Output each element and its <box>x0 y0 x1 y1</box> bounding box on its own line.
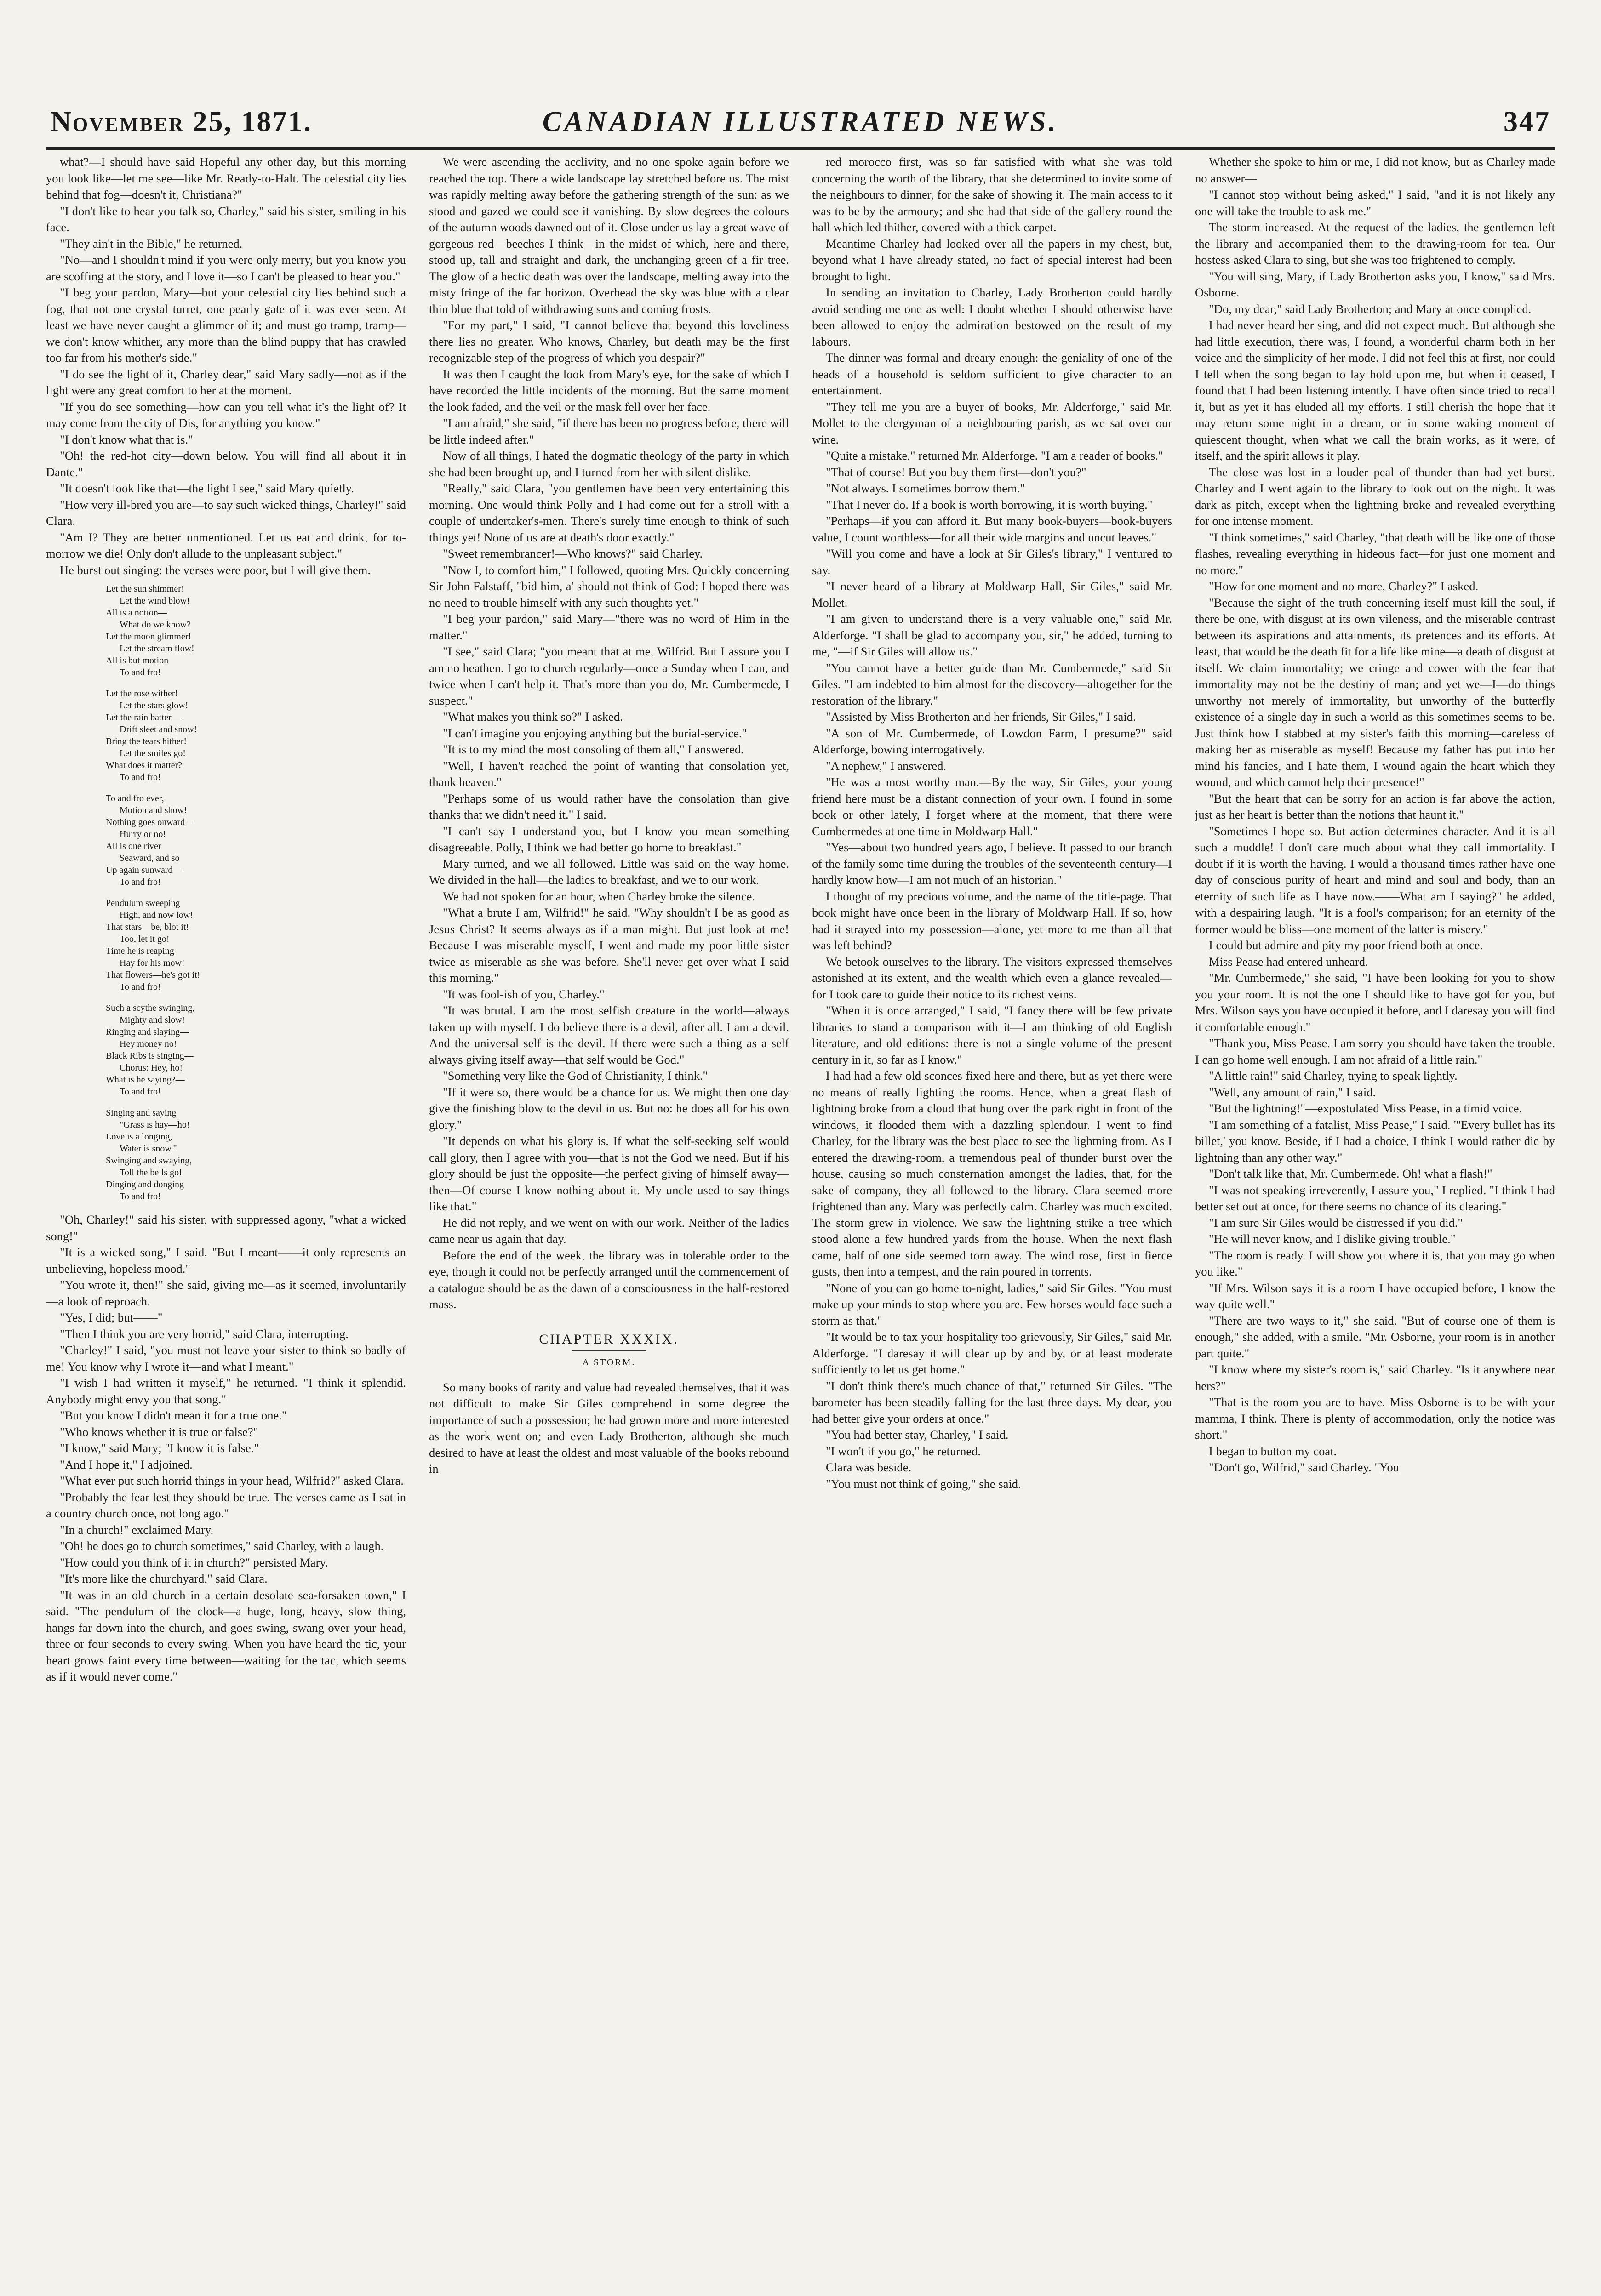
paragraph: We were ascending the acclivity, and no one spoke again before we reached the top. There a wide landscape lay stretched before us. The mist was rapidly melting away before the gathering strength of the sun: as we stood and gazed we could see it vanishing. By slow degrees the colours of the autumn woods dawned out of it. Close under us lay a great wave of gorgeous red—beeches I think—in the midst of which, here and there, stood up, tall and straight and dark, the unchanging green of a fir tree. The glow of a hectic death was over the landscape, melting away into the misty fringe of the far horizon. Overhead the sky was blue with a clear thin blue that told of withdrawing suns and coming frosts. <box>429 155 789 316</box>
paragraph: "If Mrs. Wilson says it is a room I have occupied before, I know the way quite well." <box>1195 1281 1555 1311</box>
paragraph: So many books of rarity and value had revealed themselves, that it was not difficult to make Sir Giles comprehend in some degree the importance of such a possession; he had grown more and more interested as the work went on; and even Lady Brotherton, although she much desired to have at least the oldest and most valuable of the books rebound in <box>429 1380 789 1476</box>
poem-line: Nothing goes onward— <box>106 817 194 827</box>
paragraph: "I cannot stop without being asked," I said, "and it is not likely any one will take the trouble to ask me." <box>1195 188 1555 218</box>
poem-stanza <box>106 897 406 993</box>
paragraph: "Probably the fear lest they should be true. The verses came as I sat in a country church once, not long ago." <box>46 1490 406 1520</box>
poem-line: What is he saying?— <box>106 1075 185 1085</box>
poem-line: Pendulum sweeping <box>106 898 180 908</box>
paragraph: "Quite a mistake," returned Mr. Alderforge. "I am a reader of books." <box>826 449 1163 462</box>
paragraph: Whether she spoke to him or me, I did not know, but as Charley made no answer— <box>1195 155 1555 185</box>
paragraph: In sending an invitation to Charley, Lady Brotherton could hardly avoid sending me one as well: I doubt whether I should otherwise have been allowed to enjoy the admiration bestowed on the result of my labours. <box>812 285 1172 348</box>
paragraph: "Don't talk like that, Mr. Cumbermede. Oh! what a flash!" <box>1209 1167 1492 1180</box>
paragraph: "Thank you, Miss Pease. I am sorry you should have taken the trouble. I can go home well enough. I am not afraid of a little rain." <box>1195 1036 1555 1066</box>
paragraph: I began to button my coat. <box>1209 1444 1337 1458</box>
page-number: 347 <box>1504 106 1550 137</box>
paragraph: red morocco first, was so far satisfied with what she was told concerning the worth of the library, that she determined to invite some of the neighbours to dinner, for the sake of showing it. The main access to it was to be by the armoury; and she had that side of the gallery round the hall which led thither, covered with a thick carpet. <box>812 155 1172 234</box>
poem-line: All is one river <box>106 841 161 851</box>
paragraph: "Mr. Cumbermede," she said, "I have been looking for you to show you your room. It is not the one I should like to have got for you, but Mrs. Wilson says you have occupied it before, and I daresay you will find it comfortable enough." <box>1195 971 1555 1034</box>
paragraph: "And I hope it," I adjoined. <box>60 1457 193 1471</box>
paragraph: "Oh! the red-hot city—down below. You will find all about it in Dante." <box>46 449 406 479</box>
poem-line: Time he is reaping <box>106 946 174 956</box>
paragraph: "None of you can go home to-night, ladies," said Sir Giles. "You must make up your minds to stop where you are. Few horses would face such a storm as that." <box>812 1281 1172 1327</box>
paragraph: "Do, my dear," said Lady Brotherton; and Mary at once complied. <box>1209 302 1532 316</box>
paragraph: "If it were so, there would be a chance for us. We might then one day give the finishing blow to the devil in us. But no: he does all for his own glory." <box>429 1085 789 1132</box>
poem-line: To and fro! <box>120 982 161 992</box>
paragraph: "When it is once arranged," I said, "I fancy there will be few private libraries to stand a comparison with it—I am thinking of old English literature, and old editions: there is not a single volume of the present century in it, so far as I know." <box>812 1003 1172 1066</box>
paragraph: "I am afraid," she said, "if there has been no progress before, there will be little indeed after." <box>429 416 789 446</box>
paragraph: "A son of Mr. Cumbermede, of Lowdon Farm, I presume?" said Alderforge, bowing interrogatively. <box>812 726 1172 756</box>
paragraph: "They tell me you are a buyer of books, Mr. Alderforge," said Mr. Mollet to the clergyman of a neighbouring parish, as we sat over our wine. <box>812 399 1172 446</box>
poem-line: To and fro! <box>120 877 161 887</box>
poem-stanza <box>106 792 406 888</box>
poem-line: What do we know? <box>120 620 191 630</box>
paragraph: Now of all things, I hated the dogmatic theology of the party in which she had been brought up, and I turned from her with silent dislike. <box>429 449 789 479</box>
poem-stanza <box>106 688 406 783</box>
paragraph: "I don't like to hear you talk so, Charley," said his sister, smiling in his face. <box>46 204 406 234</box>
paragraph: "I wish I had written it myself," he returned. "I think it splendid. Anybody might envy you that song." <box>46 1376 406 1406</box>
paragraph: "I never heard of a library at Moldwarp Hall, Sir Giles," said Mr. Mollet. <box>812 579 1172 610</box>
newspaper-title: CANADIAN ILLUSTRATED NEWS. <box>542 106 1059 137</box>
paragraph: "They ain't in the Bible," he returned. <box>60 236 243 251</box>
paragraph: The storm increased. At the request of the ladies, the gentlemen left the library and accompanied them to the drawing-room for tea. Our hostess asked Clara to sing, but she was too frightened to comply. <box>1195 220 1555 267</box>
paragraph: "Yes, I did; but——" <box>60 1310 163 1324</box>
paragraph: "It's more like the churchyard," said Clara. <box>60 1572 268 1585</box>
paragraph: Miss Pease had entered unheard. <box>1209 954 1368 969</box>
paragraph: "You wrote it, then!" she said, giving me—as it seemed, involuntarily—a look of reproach. <box>46 1278 406 1308</box>
poem-line: Dinging and donging <box>106 1179 184 1190</box>
poem-line: Singing and saying <box>106 1108 177 1118</box>
paragraph: "You had better stay, Charley," I said. <box>826 1428 1009 1441</box>
poem-line: That flowers—he's got it! <box>106 970 200 980</box>
paragraph: "Who knows whether it is true or false?" <box>60 1424 258 1439</box>
paragraph: We betook ourselves to the library. The visitors expressed themselves astonished at its extent, and the wealth which even a glance revealed—for I took care to guide their notice to its richest veins. <box>812 954 1172 1001</box>
paragraph: "Well, I haven't reached the point of wanting that consolation yet, thank heaven." <box>429 758 789 789</box>
paragraph: "There are two ways to it," she said. "But of course one of them is enough," she added, with a smile. "Mr. Osborne, your room is in another part quite." <box>1195 1313 1555 1360</box>
paragraph: "Will you come and have a look at Sir Giles's library," I ventured to say. <box>812 547 1172 577</box>
paragraph: "No—and I shouldn't mind if you were only merry, but you know you are scoffing at the story, and I love it—so I can't be pleased to hear you." <box>46 253 406 283</box>
paragraph: "It is a wicked song," I said. "But I meant——it only represents an unbelieving, hopeless mood." <box>46 1245 406 1276</box>
paragraph: "Well, any amount of rain," I said. <box>1209 1085 1376 1099</box>
paragraph: "I beg your pardon," said Mary—"there was no word of Him in the matter." <box>429 612 789 642</box>
paragraph: "Perhaps some of us would rather have the consolation than give thanks that we didn't need it." I said. <box>429 791 789 821</box>
paragraph: "How could you think of it in church?" persisted Mary. <box>60 1555 328 1569</box>
column-3 <box>812 154 1172 2278</box>
paragraph: "Assisted by Miss Brotherton and her friends, Sir Giles," I said. <box>826 710 1136 724</box>
paragraph: "That I never do. If a book is worth borrowing, it is worth buying." <box>826 497 1153 512</box>
poem-line: Let the moon glimmer! <box>106 632 192 642</box>
poem-line: Black Ribs is singing— <box>106 1051 194 1061</box>
paragraph: Before the end of the week, the library was in tolerable order to the eye, though it could not be perfectly arranged until the commencement of a catalogue should be as the dawn of a consciousness in the half-restored mass. <box>429 1248 789 1311</box>
poem-line: Hey money no! <box>120 1039 177 1049</box>
poem-line: To and fro ever, <box>106 793 164 803</box>
paragraph: We had not spoken for an hour, when Charley broke the silence. <box>443 889 755 903</box>
paragraph: "I do see the light of it, Charley dear," said Mary sadly—not as if the light were any great comfort to her at the moment. <box>46 367 406 397</box>
poem-line: Motion and show! <box>120 805 187 815</box>
poem-line: To and fro! <box>120 1191 161 1202</box>
column-4 <box>1195 154 1555 2278</box>
paragraph: "Don't go, Wilfrid," said Charley. "You <box>1209 1460 1400 1474</box>
paragraph: The close was lost in a louder peal of thunder than had yet burst. Charley and I went again to the library to look out on the night. It was dark as pitch, except when the lightning broke and revealed everything for one intense moment. <box>1195 465 1555 528</box>
column-1 <box>46 154 406 2278</box>
paragraph: "Oh! he does go to church sometimes," said Charley, with a laugh. <box>60 1539 384 1553</box>
paragraph: "For my part," I said, "I cannot believe that beyond this loveliness there lies no greater. Who knows, Charley, but death may be the first recognizable step of the progress of which you despair?" <box>429 318 789 365</box>
paragraph: "That of course! But you buy them first—don't you?" <box>826 465 1086 479</box>
paragraph: "I don't know what that is." <box>60 432 193 446</box>
masthead <box>46 97 1555 150</box>
poem <box>106 583 406 1202</box>
paragraph: I had had a few old sconces fixed here and there, but as yet there were no means of really lighting the rooms. Hence, when a great flash of lightning broke from a cloud that hung over the park right in front of the windows, it flooded them with a dazzling splendour. I went to find Charley, for the library was the best place to see the lightning from. As I entered the drawing-room, a tremendous peal of thunder burst over the house, causing so much consternation amongst the ladies, that, for the sake of company, they all followed to the library. Clara seemed more frightened than any. Mary was perfectly calm. Charley was much excited. The storm grew in violence. We saw the lightning strike a tree which stood alone a few hundred yards from the house. When the next flash came, half of one side seemed torn away. The wind rose, first in fierce gusts, then into a tempest, and the rain poured in torrents. <box>812 1069 1172 1278</box>
paragraph: "The room is ready. I will show you where it is, that you may go when you like." <box>1195 1248 1555 1278</box>
poem-line: Ringing and slaying— <box>106 1027 189 1037</box>
poem-line: "Grass is hay—ho! <box>120 1120 190 1130</box>
paragraph: Mary turned, and we all followed. Little was said on the way home. We divided in the hall—the ladies to breakfast, and we to our work. <box>429 856 789 887</box>
chapter-rule <box>572 1350 646 1351</box>
poem-line: Too, let it go! <box>120 934 170 944</box>
paragraph: "It was fool-ish of you, Charley." <box>443 987 605 1001</box>
paragraph: "I know where my sister's room is," said Charley. "Is it anywhere near hers?" <box>1195 1362 1555 1393</box>
poem-line: Mighty and slow! <box>120 1015 185 1025</box>
paragraph: I could but admire and pity my poor friend both at once. <box>1209 938 1483 952</box>
paragraph: "A little rain!" said Charley, trying to speak lightly. <box>1209 1069 1458 1082</box>
poem-line: Drift sleet and snow! <box>120 724 197 735</box>
paragraph: "But the lightning!"—expostulated Miss Pease, in a timid voice. <box>1209 1101 1522 1115</box>
paragraph: what?—I should have said Hopeful any other day, but this morning you look like—let me see—like Mr. Ready-to-Halt. The celestial city lies behind that fog—doesn't it, Christiana?" <box>46 155 406 201</box>
poem-line: Let the stream flow! <box>120 644 194 654</box>
paragraph: "He was a most worthy man.—By the way, Sir Giles, your young friend here must be a distant connection of your own. I found in some book or other lately, I forget where at the moment, that there were Cumbermedes at one time in Moldwarp Hall." <box>812 775 1172 838</box>
poem-line: Let the smiles go! <box>120 748 186 758</box>
chapter-subtitle: A STORM. <box>582 1357 636 1367</box>
poem-line: Let the rain batter— <box>106 712 181 723</box>
poem-line: That stars—be, blot it! <box>106 922 189 932</box>
text-columns <box>46 154 1555 2278</box>
poem-line: Seaward, and so <box>120 853 180 863</box>
paragraph: "You will sing, Mary, if Lady Brotherton asks you, I know," said Mrs. Osborne. <box>1195 269 1555 299</box>
paragraph: "Am I? They are better unmentioned. Let us eat and drink, for to-morrow we die! Only don't allude to the unpleasant subject." <box>46 530 406 560</box>
paragraph: "Sweet remembrancer!—Who knows?" said Charley. <box>443 547 703 560</box>
poem-line: Let the sun shimmer! <box>106 584 184 594</box>
paragraph: "How very ill-bred you are—to say such wicked things, Charley!" said Clara. <box>46 497 406 528</box>
paragraph: "Charley!" I said, "you must not leave your sister to think so badly of me! You know why I wrote it—and what I meant." <box>46 1343 406 1373</box>
paragraph: "I am something of a fatalist, Miss Pease," I said. "'Every bullet has its billet,' you know. Beside, if I had a choice, I think I would rather die by lightning than any other way." <box>1195 1117 1555 1164</box>
paragraph: "You must not think of going," she said. <box>826 1476 1021 1491</box>
paragraph: "I can't imagine you enjoying anything but the burial-service." <box>443 726 747 740</box>
paragraph: "I know," said Mary; "I know it is false." <box>60 1441 259 1455</box>
paragraph: "Then I think you are very horrid," said Clara, interrupting. <box>60 1327 349 1341</box>
paragraph: "If you do see something—how can you tell what it's the light of? It may come from the city of Dis, for anything you know." <box>46 399 406 430</box>
paragraph: "It was in an old church in a certain desolate sea-forsaken town," I said. "The pendulum of the clock—a huge, long, heavy, slow thing, hangs far down into the church, and goes swing, swang over your head, three or four seconds to every swing. When you have heard the tic, your heart grows faint every time between—waiting for the tac, which seems as if it would never come." <box>46 1588 406 1683</box>
poem-stanza <box>106 1107 406 1202</box>
paragraph: "What a brute I am, Wilfrid!" he said. "Why shouldn't I be as good as Jesus Christ? It seems always as if a man might. But just look at me! Because I was miserable myself, I went and made my poor little sister twice as miserable as she was before. She'll never get over what I said this morning." <box>429 906 789 985</box>
poem-stanza <box>106 1002 406 1098</box>
paragraph: "But the heart that can be sorry for an action is far above the action, just as her heart is better than the notions that haunt it." <box>1195 791 1555 821</box>
paragraph: "Sometimes I hope so. But action determines character. And it is all such a muddle! I don't care much about what they call immortality. I doubt if it is worth the having. I would a thousand times rather have one day of conscious purity of heart and mind and soul and body, than an eternity of such life as I have now.——What am I saying?" he added, with a despairing laugh. "It is a fool's comparison; for an eternity of the former would be bliss—one moment of the latter is misery." <box>1195 824 1555 936</box>
paragraph: "That is the room you are to have. Miss Osborne is to be with your mamma, I think. There is plenty of accommodation, only the notice was short." <box>1195 1395 1555 1441</box>
paragraph: "It would be to tax your hospitality too grievously, Sir Giles," said Mr. Alderforge. "I daresay it will clear up by and by, or at least moderate sufficiently to let us get home." <box>812 1330 1172 1376</box>
paragraph: "Perhaps—if you can afford it. But many book-buyers—book-buyers value, I count worthless—for all their wide margins and uncut leaves." <box>812 514 1172 544</box>
poem-line: Let the wind blow! <box>120 596 190 606</box>
paragraph: "It depends on what his glory is. If what the self-seeking self would call glory, then I agree with you—that is not the God we need. But if his glory should be just the opposite—the perfect giving of himself away—then—Of course I know nothing about it. My uncle used to say things like that." <box>429 1134 789 1213</box>
column-2 <box>429 154 789 2278</box>
paragraph: "Really," said Clara, "you gentlemen have been very entertaining this morning. One would think Polly and I had come out for a stroll with a couple of undertaker's-men. There's surely time enough to think of such things yet! None of us are at death's door exactly." <box>429 481 789 544</box>
paragraph: "I won't if you go," he returned. <box>826 1444 981 1458</box>
paragraph: "Something very like the God of Christianity, I think." <box>443 1069 708 1082</box>
paragraph: "You cannot have a better guide than Mr. Cumbermede," said Sir Giles. "I am indebted to him almost for the discovery—altogether for the restoration of the library." <box>812 661 1172 707</box>
paragraph: It was then I caught the look from Mary's eye, for the sake of which I have recorded the little incidents of the morning. But the same moment the look faded, and the veil or the mask fell over her face. <box>429 367 789 414</box>
paragraph: He burst out singing: the verses were poor, but I will give them. <box>60 563 371 577</box>
poem-line: Let the stars glow! <box>120 701 189 711</box>
poem-line: Water is snow." <box>120 1144 177 1154</box>
poem-stanza <box>106 583 406 678</box>
paragraph: "In a church!" exclaimed Mary. <box>60 1522 214 1537</box>
poem-line: Let the rose wither! <box>106 689 178 699</box>
paragraph: "What makes you think so?" I asked. <box>443 710 623 724</box>
poem-line: Swinging and swaying, <box>106 1156 192 1166</box>
paragraph: "I think sometimes," said Charley, "that death will be like one of those flashes, revealing everything in hideous fact—for just one moment and no more." <box>1195 530 1555 577</box>
paragraph: "But you know I didn't mean it for a true one." <box>60 1408 287 1422</box>
poem-line: All is a notion— <box>106 608 167 618</box>
paragraph: "I was not speaking irreverently, I assure you," I replied. "I think I had better set out at once, for there seems no chance of its clearing." <box>1195 1183 1555 1213</box>
poem-line: Hurry or no! <box>120 829 166 839</box>
poem-line: Up again sunward— <box>106 865 182 875</box>
paragraph: "I am sure Sir Giles would be distressed if you did." <box>1209 1215 1463 1230</box>
poem-line: To and fro! <box>120 772 161 782</box>
poem-line: Toll the bells go! <box>120 1168 182 1178</box>
paragraph: I thought of my precious volume, and the name of the title-page. That book might have once been in the library of Moldwarp Hall. If so, how had it strayed into my possession—alone, yet more to me than all that was left behind? <box>812 889 1172 952</box>
poem-line: Love is a longing, <box>106 1132 172 1142</box>
poem-line: All is but motion <box>106 655 169 666</box>
paragraph: "How for one moment and no more, Charley?" I asked. <box>1209 579 1479 593</box>
poem-line: Hay for his mow! <box>120 958 185 968</box>
paragraph: "I see," said Clara; "you meant that at me, Wilfrid. But I assure you I am no heathen. I go to church regularly—once a Sunday when I can, and twice when I can't help it. That's more than you do, Mr. Cumbermede, I suspect." <box>429 644 789 707</box>
paragraph: "A nephew," I answered. <box>826 758 947 773</box>
paragraph: He did not reply, and we went on with our work. Neither of the ladies came near us again that day. <box>429 1215 789 1246</box>
poem-line: High, and now low! <box>120 910 193 920</box>
chapter-heading: CHAPTER XXXIX. <box>539 1331 679 1347</box>
paragraph: "I can't say I understand you, but I know you mean something disagreeable. Polly, I think we had better go home to breakfast." <box>429 824 789 854</box>
paragraph: "What ever put such horrid things in your head, Wilfrid?" asked Clara. <box>60 1474 404 1487</box>
poem-line: Such a scythe swinging, <box>106 1003 195 1013</box>
issue-date: November 25, 1871. <box>51 106 312 137</box>
paragraph: Meantime Charley had looked over all the papers in my chest, but, beyond what I have already stated, no fact of special interest had been brought to light. <box>812 236 1172 283</box>
poem-line: To and fro! <box>120 1087 161 1097</box>
paragraph: "Now I, to comfort him," I followed, quoting Mrs. Quickly concerning Sir John Falstaff, "bid him, a' should not think of God: I hoped there was no need to trouble himself with any such thoughts yet." <box>429 563 789 610</box>
poem-line: Bring the tears hither! <box>106 736 187 746</box>
paragraph: "It was brutal. I am the most selfish creature in the world—always taken up with myself. I do believe there is a devil, after all. I am a devil. And the universal self is the devil. If there were such a thing as a self always giving itself away—that self would be God." <box>429 1003 789 1066</box>
paragraph: "Oh, Charley!" said his sister, with suppressed agony, "what a wicked song!" <box>46 1213 406 1243</box>
paragraph: "It doesn't look like that—the light I see," said Mary quietly. <box>60 481 354 495</box>
paragraph: "He will never know, and I dislike giving trouble." <box>1209 1232 1456 1246</box>
paragraph: Clara was beside. <box>826 1460 912 1474</box>
poem-line: Chorus: Hey, ho! <box>120 1063 183 1073</box>
paragraph: "Yes—about two hundred years ago, I believe. It passed to our branch of the family some time during the troubles of the seventeenth century—I hardly know how—I am not much of an historian." <box>812 840 1172 887</box>
paragraph: "Because the sight of the truth concerning itself must kill the soul, if there be one, with disgust at its own vileness, and the miserable contrast between its aspirations and attainments, its pretences and its efforts. At least, that would be the death fit for a life like mine—a death of disgust at itself. We claim immortality; we cringe and cower with the fear that immortality may not be the destiny of man; and yet we—I—do things unworthy not merely of immortality, but unworthy of the butterfly existence of a single day in such a world as this sometimes seems to be. Just think how I stabbed at my sister's faith this morning—careless of making her as miserable as myself! Because my father has put into her mind his fancies, and I hate them, I wound again the heart which they wound, and which cannot help their presence!" <box>1195 595 1555 789</box>
paragraph: "Not always. I sometimes borrow them." <box>826 481 1025 495</box>
paragraph: "I beg your pardon, Mary—but your celestial city lies behind such a fog, that not one crystal turret, one pearly gate of it was ever seen. At least we have never caught a glimmer of it; and must go tramp, tramp—we don't know whither, any more than the blind puppy that has crawled too far from his mother's side." <box>46 285 406 365</box>
poem-line: To and fro! <box>120 667 161 678</box>
paragraph: "I don't think there's much chance of that," returned Sir Giles. "The barometer has been steadily falling for the last three days. My dear, you had better give your orders at once." <box>812 1379 1172 1425</box>
paragraph: "It is to my mind the most consoling of them all," I answered. <box>443 742 744 756</box>
paragraph: "I am given to understand there is a very valuable one," said Mr. Alderforge. "I shall be glad to accompany you, sir," he added, turning to me, "—if Sir Giles will allow us." <box>812 612 1172 658</box>
paragraph: I had never heard her sing, and did not expect much. But although she had little execution, there was, I found, a wonderful charm both in her voice and the simplicity of her mode. I did not feel this at first, nor could I tell when the song began to lay hold upon me, but when it ceased, I found that I had been listening intently. I have often since tried to recall it, but as yet it has eluded all my efforts. I still cherish the hope that it may return some night in a dream, or in some waking moment of quiescent thought, when what we call the brain works, as it were, of itself, and the spirit allows it play. <box>1195 318 1555 462</box>
poem-line: What does it matter? <box>106 760 183 770</box>
paragraph: The dinner was formal and dreary enough: the geniality of one of the heads of a household is seldom sufficient to give character to an entertainment. <box>812 351 1172 397</box>
